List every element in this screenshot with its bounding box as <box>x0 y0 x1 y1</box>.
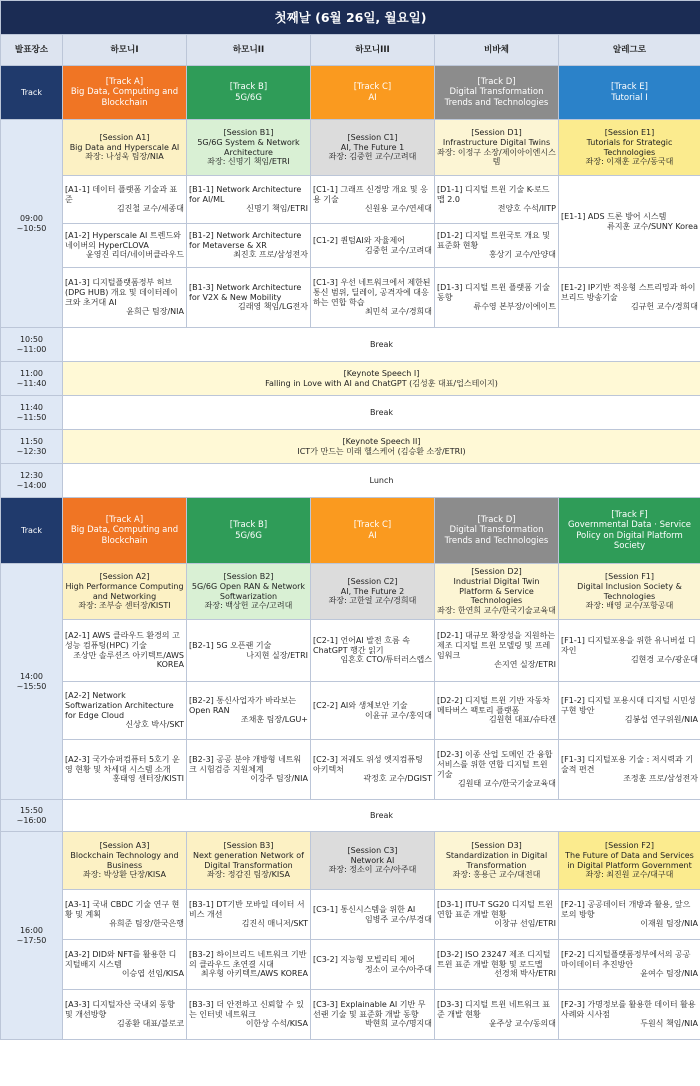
talk-cell: [F2-2] 디지털플랫폼정부에서의 공공마이데이터 추진방안 윤여수 팀장/NIA <box>559 940 700 990</box>
session-cell: [Session F1] Digital Inclusion Society & Technologies 좌장: 배영 교수/포항공대 <box>559 564 700 620</box>
talk-row <box>1 176 700 224</box>
session-cell: [Session A2] High Performance Computing and Networking 좌장: 조부승 센터장/KISTI <box>63 564 187 620</box>
talk-cell: [A3-1] 국내 CBDC 기술 연구 현황 및 계획 유희준 팀장/한국은행 <box>63 890 187 940</box>
talk-cell: [D1-3] 디지털 트윈 플랫폼 기술 동향 류수영 본부장/이에이트 <box>435 268 559 328</box>
session-row-3 <box>1 832 700 890</box>
column-header-row <box>1 35 700 66</box>
talk-cell: [A2-2] Network Softwarization Architecture for Edge Cloud 신상호 박사/SKT <box>63 682 187 740</box>
track-cell: [Track D] Digital Transformation Trends and Technologies <box>435 498 559 564</box>
talk-cell: [D3-1] ITU-T SG20 디지털 트윈 연합 표준 개발 현황 이창규 선임/ETRI <box>435 890 559 940</box>
talk-cell: [C2-2] AI와 생체보안 기술 이윤규 교수/홍익대 <box>311 682 435 740</box>
session-cell: [Session E1] Tutorials for Strategic Technologies 좌장: 이재훈 교수/동국대 <box>559 120 700 176</box>
session-cell: [Session C2] AI, The Future 2 좌장: 고한얼 교수/경희대 <box>311 564 435 620</box>
talk-row <box>1 890 700 940</box>
track-row-1 <box>1 66 700 120</box>
time-slot: 15:50 ~16:00 <box>1 800 63 832</box>
talk-cell: [C1-3] 우선 네트워크에서 제한된 통신 범위, 딜레이, 공격자에 대응하는 연합 학습 최민석 교수/경희대 <box>311 268 435 328</box>
lunch-row <box>1 464 700 498</box>
time-slot: 12:30 ~14:00 <box>1 464 63 498</box>
break-row <box>1 396 700 430</box>
talk-cell: [A1-2] Hyperscale AI 트렌드와 네이버의 HyperCLOVA 윤영진 리더/네이버클라우드 <box>63 224 187 268</box>
session-cell: [Session F2] The Future of Data and Services in Digital Platform Government 좌장: 최진원 교수/대구대 <box>559 832 700 890</box>
talk-cell: [F1-1] 디지털포용을 위한 유니버설 디자인 김현경 교수/광운대 <box>559 620 700 682</box>
track-cell: [Track D] Digital Transformation Trends and Technologies <box>435 66 559 120</box>
page-title: 첫째날 (6월 26일, 월요일) <box>1 1 700 35</box>
track-cell: [Track E] Tutorial I <box>559 66 700 120</box>
track-cell: [Track A] Big Data, Computing and Blockchain <box>63 498 187 564</box>
session-cell: [Session C1] AI, The Future 1 좌장: 김중헌 교수/고려대 <box>311 120 435 176</box>
talk-cell: [C3-3] Explainable AI 기반 무선랜 기술 및 표준화 개발 동향 박현희 교수/명지대 <box>311 990 435 1040</box>
col-venue: 발표장소 <box>1 35 63 66</box>
session-cell: [Session D1] Infrastructure Digital Twins 좌장: 이정구 소장/제이아이엔시스템 <box>435 120 559 176</box>
talk-cell: [B3-2] 하이브리드 네트워크 기반의 클라우드 초연결 시대 최우형 아키텍트/AWS KOREA <box>187 940 311 990</box>
talk-cell: [B3-1] DT기반 모바일 데이터 서비스 개선 김진식 매니저/SKT <box>187 890 311 940</box>
track-label: Track <box>1 66 63 120</box>
break-row <box>1 328 700 362</box>
lunch-cell: Lunch <box>63 464 700 498</box>
talk-cell: [C2-3] 저궤도 위성 엣지컴퓨팅 아키텍처 곽정호 교수/DGIST <box>311 740 435 800</box>
talk-cell: [D2-3] 이종 산업 도메인 간 융합서비스를 위한 연합 디지털 트윈 기술 김원태 교수/한국기술교육대 <box>435 740 559 800</box>
track-cell: [Track B] 5G/6G <box>187 498 311 564</box>
talk-cell: [C1-2] 퀀텀AI와 자율제어 김중헌 교수/고려대 <box>311 224 435 268</box>
talk-cell: [C3-2] 지능형 모빌리티 제어 정소이 교수/아주대 <box>311 940 435 990</box>
talk-row <box>1 740 700 800</box>
track-cell: [Track C] AI <box>311 498 435 564</box>
track-cell: [Track B] 5G/6G <box>187 66 311 120</box>
session-cell: [Session B2] 5G/6G Open RAN & Network Softwarization 좌장: 백상헌 교수/고려대 <box>187 564 311 620</box>
session-cell: [Session B3] Next generation Network of Digital Transformation 좌장: 정감진 팀장/KISA <box>187 832 311 890</box>
session-cell: [Session A1] Big Data and Hyperscale AI 좌장: 나성욱 팀장/NIA <box>63 120 187 176</box>
talk-cell: [D1-1] 디지털 트윈 기술 K-로드맵 2.0 전양호 수석/IITP <box>435 176 559 224</box>
break-cell: Break <box>63 800 700 832</box>
keynote-row <box>1 430 700 464</box>
session-row-2 <box>1 564 700 620</box>
talk-cell: [B2-2] 통신사업자가 바라보는 Open RAN 조채훈 팀장/LGU+ <box>187 682 311 740</box>
col-allegro: 알레그로 <box>559 35 700 66</box>
talk-row <box>1 620 700 682</box>
session-cell: [Session B1] 5G/6G System & Network Architecture 좌장: 신명기 책임/ETRI <box>187 120 311 176</box>
talk-cell: [E1-1] ADS 드론 방어 시스템 류지훈 교수/SUNY Korea <box>559 176 700 268</box>
time-slot: 16:00 ~17:50 <box>1 832 63 1040</box>
talk-cell: [F2-3] 가명정보를 활용한 데이터 활용사례와 시사점 두원식 책임/NIA <box>559 990 700 1040</box>
talk-row <box>1 940 700 990</box>
talk-cell: [B1-2] Network Architecture for Metaverse & XR 최진호 프로/삼성전자 <box>187 224 311 268</box>
track-label: Track <box>1 498 63 564</box>
talk-cell: [D2-1] 대규모 확장성을 지원하는 제조 디지털 트윈 모델링 및 프레임워크 손지연 실장/ETRI <box>435 620 559 682</box>
session-cell: [Session D3] Standardization in Digital Transformation 좌장: 홍용근 교수/대전대 <box>435 832 559 890</box>
talk-cell: [C2-1] 언어AI 발전 흐름 속 ChatGPT 행간 읽기 임혼호 CTO/튜터러스랩스 <box>311 620 435 682</box>
keynote-cell: [Keynote Speech II] ICT가 만드는 미래 헬스케어 (김승환 소장/ETRI) <box>63 430 700 464</box>
talk-row <box>1 990 700 1040</box>
track-row-2 <box>1 498 700 564</box>
talk-cell: [B2-1] 5G 오픈랜 기술 나지현 실장/ETRI <box>187 620 311 682</box>
talk-cell: [B2-3] 공공 분야 개방형 네트워크 시험검증 지원체계 이강주 팀장/NIA <box>187 740 311 800</box>
talk-cell: [D3-3] 디지털 트윈 네트워크 표준 개발 현황 윤주상 교수/동의대 <box>435 990 559 1040</box>
talk-cell: [B3-3] 더 안전하고 신뢰할 수 있는 인터넷 네트워크 이한상 수석/KISA <box>187 990 311 1040</box>
track-cell: [Track C] AI <box>311 66 435 120</box>
talk-cell: [F2-1] 공공데이터 개방과 활용, 앞으로의 방향 이재원 팀장/NIA <box>559 890 700 940</box>
time-slot: 14:00 ~15:50 <box>1 564 63 800</box>
talk-cell: [A1-1] 데이터 플랫폼 기술과 표준 김진철 교수/세종대 <box>63 176 187 224</box>
col-harmony-3: 하모니III <box>311 35 435 66</box>
talk-cell: [C1-1] 그래프 신경망 개요 및 응용 기술 신원용 교수/연세대 <box>311 176 435 224</box>
talk-cell: [A1-3] 디지털플랫폼정부 허브(DPG HUB) 개요 및 데이터레이크와 초거대 AI 윤희근 팀장/NIA <box>63 268 187 328</box>
time-slot: 11:40 ~11:50 <box>1 396 63 430</box>
col-harmony-1: 하모니I <box>63 35 187 66</box>
time-slot: 10:50 ~11:00 <box>1 328 63 362</box>
time-slot: 11:50 ~12:30 <box>1 430 63 464</box>
col-harmony-2: 하모니II <box>187 35 311 66</box>
talk-cell: [E1-2] IP기반 적응형 스트리밍과 하이브리드 방송기술 김규헌 교수/경희대 <box>559 268 700 328</box>
time-slot: 09:00 ~10:50 <box>1 120 63 328</box>
talk-cell: [A3-3] 디지털자산 국내외 동향 및 개선방향 김종환 대표/블로코 <box>63 990 187 1040</box>
talk-cell: [A2-1] AWS 클라우드 환경의 고성능 컴퓨팅(HPC) 기술 조상만 솔루션즈 아키텍트/AWS KOREA <box>63 620 187 682</box>
talk-cell: [B1-1] Network Architecture for AI/ML 신명기 책임/ETRI <box>187 176 311 224</box>
break-cell: Break <box>63 396 700 430</box>
session-cell: [Session A3] Blockchain Technology and Business 좌장: 박상환 단장/KISA <box>63 832 187 890</box>
session-row-1 <box>1 120 700 176</box>
col-vivace: 비바체 <box>435 35 559 66</box>
time-slot: 11:00 ~11:40 <box>1 362 63 396</box>
talk-cell: [F1-3] 디지털포용 기술 : 저시력과 기술적 편견 조정훈 프로/삼성전자 <box>559 740 700 800</box>
talk-cell: [D3-2] ISO 23247 제조 디지털 트윈 표준 개발 현황 및 로드맵 선경채 박사/ETRI <box>435 940 559 990</box>
session-cell: [Session C3] Network AI 좌장: 정소이 교수/아주대 <box>311 832 435 890</box>
talk-cell: [D1-2] 디지털 트윈국토 개요 및 표준화 현황 홍상기 교수/안양대 <box>435 224 559 268</box>
break-row <box>1 800 700 832</box>
track-cell: [Track A] Big Data, Computing and Blockchain <box>63 66 187 120</box>
track-cell: [Track F] Governmental Data · Service Policy on Digital Platform Society <box>559 498 700 564</box>
talk-cell: [A3-2] DID와 NFT를 활용한 디지털배지 시스템 이승엽 선임/KISA <box>63 940 187 990</box>
keynote-row <box>1 362 700 396</box>
session-cell: [Session D2] Industrial Digital Twin Platform & Service Technologies 좌장: 한연희 교수/한국기술교육대 <box>435 564 559 620</box>
talk-cell: [B1-3] Network Architecture for V2X & New Mobility 김래영 책임/LG전자 <box>187 268 311 328</box>
keynote-cell: [Keynote Speech I] Falling in Love with AI and ChatGPT (김성훈 대표/업스테이지) <box>63 362 700 396</box>
talk-cell: [A2-3] 국가슈퍼컴퓨터 5호기 운영 현황 및 차세대 시스템 소개 홍태영 센터장/KISTI <box>63 740 187 800</box>
talk-cell: [D2-2] 디지털 트윈 기반 자동차 메타버스 팩토리 플랫폼 김원현 대표/슈타겐 <box>435 682 559 740</box>
talk-cell: [C3-1] 통신시스템을 위한 AI 임병주 교수/부경대 <box>311 890 435 940</box>
talk-cell: [F1-2] 디지털 포용시대 디지털 시민성 구현 방안 김봉섭 연구위원/NIA <box>559 682 700 740</box>
talk-row <box>1 268 700 328</box>
break-cell: Break <box>63 328 700 362</box>
talk-row <box>1 682 700 740</box>
